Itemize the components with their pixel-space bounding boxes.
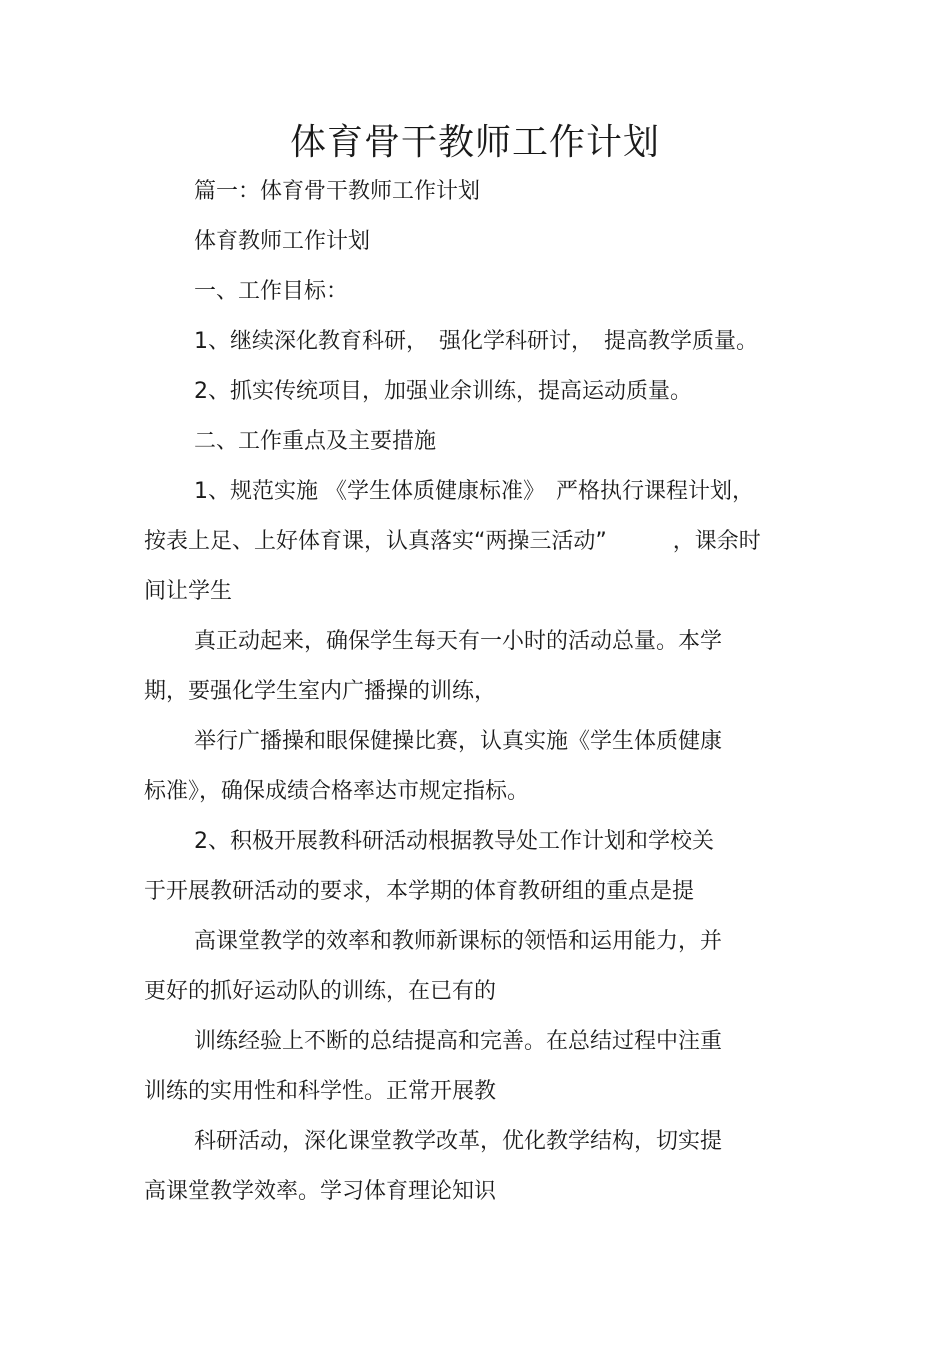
sub-heading: 体育教师工作计划 (194, 229, 371, 254)
section-heading: 篇一：体育骨干教师工作计划 (194, 179, 481, 204)
body-line: 更好的抓好运动队的训练，在已有的 (144, 979, 497, 1004)
goal-item: 1、继续深化教育科研， 强化学科研讨， 提高教学质量。 (194, 329, 758, 354)
body-line: 2、积极开展教科研活动根据教导处工作计划和学校关 (194, 829, 714, 854)
document-title: 体育骨干教师工作计划 (289, 122, 660, 163)
body-line: 真正动起来，确保学生每天有一小时的活动总量。本学 (194, 629, 723, 654)
goal-heading: 一、工作目标： (194, 279, 349, 304)
focus-heading: 二、工作重点及主要措施 (194, 429, 437, 454)
body-line: 高课堂教学效率。学习体育理论知识 (144, 1179, 497, 1204)
body-line: 期，要强化学生室内广播操的训练， (144, 679, 497, 704)
body-line: 标准》，确保成绩合格率达市规定指标。 (144, 779, 530, 804)
goal-item: 2、抓实传统项目，加强业余训练，提高运动质量。 (194, 379, 692, 404)
body-line: 训练经验上不断的总结提高和完善。在总结过程中注重 (194, 1029, 723, 1054)
body-line: 科研活动，深化课堂教学改革，优化教学结构，切实提 (194, 1129, 723, 1154)
body-line: 训练的实用性和科学性。正常开展教 (144, 1079, 497, 1104)
body-line: 高课堂教学的效率和教师新课标的领悟和运用能力，并 (194, 929, 723, 954)
body-line: 1、规范实施 《学生体质健康标准》 严格执行课程计划， (194, 479, 754, 504)
body-line: 举行广播操和眼保健操比赛，认真实施《学生体质健康 (194, 729, 723, 754)
body-line: 于开展教研活动的要求，本学期的体育教研组的重点是提 (144, 879, 695, 904)
body-line: 间让学生 (144, 579, 233, 604)
body-line: 按表上足、上好体育课，认真落实“两操三活动” ，课余时 (144, 529, 761, 554)
